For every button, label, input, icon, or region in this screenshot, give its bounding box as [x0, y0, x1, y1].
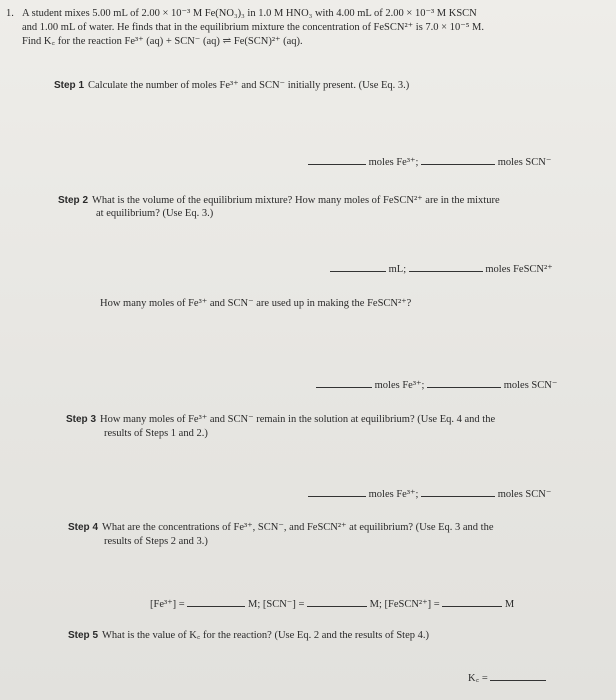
step5-label: Step 5 [68, 630, 99, 641]
step4-scn-label: M; [SCN⁻] = [247, 599, 305, 610]
step1-blank-scn-label: moles SCN⁻ [497, 157, 552, 168]
step4-blank-scn-conc[interactable] [307, 605, 367, 607]
step2-text-line2: at equilibrium? (Use Eq. 3.) [96, 208, 214, 219]
step4-fe-label: [Fe³⁺] = [150, 599, 185, 610]
step3-label: Step 3 [66, 414, 97, 425]
step3-blank-fe[interactable] [308, 495, 366, 497]
step3-text-line1: How many moles of Fe³⁺ and SCN⁻ remain in the solution at equilibrium? (Use Eq. 4 and the [100, 414, 496, 425]
problem-line-1: A student mixes 5.00 mL of 2.00 × 10⁻³ M Fe(NO₃)₃ in 1.0 M HNO₃ with 4.00 mL of 2.00 × 10⁻³ M KSCN [22, 8, 477, 19]
step1-blank-fe-label: moles Fe³⁺; [368, 157, 419, 168]
problem-line-2: and 1.00 mL of water. He finds that in the equilibrium mixture the concentration of FeSCN²⁺ is 7.0 × 10⁻⁵ M. [22, 22, 485, 33]
step2-blank-fe-used[interactable] [316, 386, 372, 388]
step4-text-line2: results of Steps 2 and 3.) [104, 536, 208, 547]
step5-answer-row [468, 673, 546, 685]
step4-blank-fe-conc[interactable] [187, 605, 245, 607]
step5-text: What is the value of K꜀ for the reaction? (Use Eq. 2 and the results of Step 4.) [102, 630, 430, 641]
step1-answer-row [308, 157, 551, 169]
step5-kc-label: K꜀ = [468, 673, 488, 684]
step3-prompt-line1 [66, 414, 495, 426]
step2-answer-row [330, 264, 553, 276]
step2-blank-scn-used[interactable] [427, 386, 501, 388]
step2-question: How many moles of Fe³⁺ and SCN⁻ are used up in making the FeSCN²⁺? [100, 298, 412, 309]
step4-unit: M [504, 599, 515, 610]
step2-prompt-line1 [58, 195, 500, 207]
step4-prompt-line1 [68, 522, 494, 534]
step4-answer-row [150, 599, 514, 611]
step2-text-line1: What is the volume of the equilibrium mixture? How many moles of FeSCN²⁺ are in the mixture [92, 195, 500, 206]
step1-prompt [54, 80, 409, 92]
step2-blank-volume-label: mL; [388, 264, 407, 275]
step4-text-line1: What are the concentrations of Fe³⁺, SCN⁻, and FeSCN²⁺ at equilibrium? (Use Eq. 3 and the [102, 522, 494, 533]
step3-text-line2: results of Steps 1 and 2.) [104, 428, 208, 439]
step2-label: Step 2 [58, 195, 89, 206]
step2-blank-fescn[interactable] [409, 270, 483, 272]
step5-prompt [68, 630, 429, 642]
step4-blank-fescn-conc[interactable] [442, 605, 502, 607]
step3-answer-row [308, 489, 551, 501]
step2-blank-scn-used-label: moles SCN⁻ [503, 380, 558, 391]
step2-blank-volume[interactable] [330, 270, 386, 272]
step2-blank-fescn-label: moles FeSCN²⁺ [485, 264, 553, 275]
step2-answer-row-2 [316, 380, 557, 392]
step4-fescn-label: M; [FeSCN²⁺] = [369, 599, 440, 610]
step1-label: Step 1 [54, 80, 85, 91]
step5-blank-kc[interactable] [490, 679, 546, 681]
step3-blank-scn[interactable] [421, 495, 495, 497]
step3-blank-fe-label: moles Fe³⁺; [368, 489, 419, 500]
problem-line-3: Find K꜀ for the reaction Fe³⁺ (aq) + SCN⁻ (aq) ⇌ Fe(SCN)²⁺ (aq). [22, 36, 303, 47]
step1-blank-fe[interactable] [308, 163, 366, 165]
step4-label: Step 4 [68, 522, 99, 533]
step2-blank-fe-used-label: moles Fe³⁺; [374, 380, 425, 391]
step3-blank-scn-label: moles SCN⁻ [497, 489, 552, 500]
problem-number: 1. [6, 8, 14, 19]
step1-blank-scn[interactable] [421, 163, 495, 165]
step1-text: Calculate the number of moles Fe³⁺ and SCN⁻ initially present. (Use Eq. 3.) [88, 80, 410, 91]
